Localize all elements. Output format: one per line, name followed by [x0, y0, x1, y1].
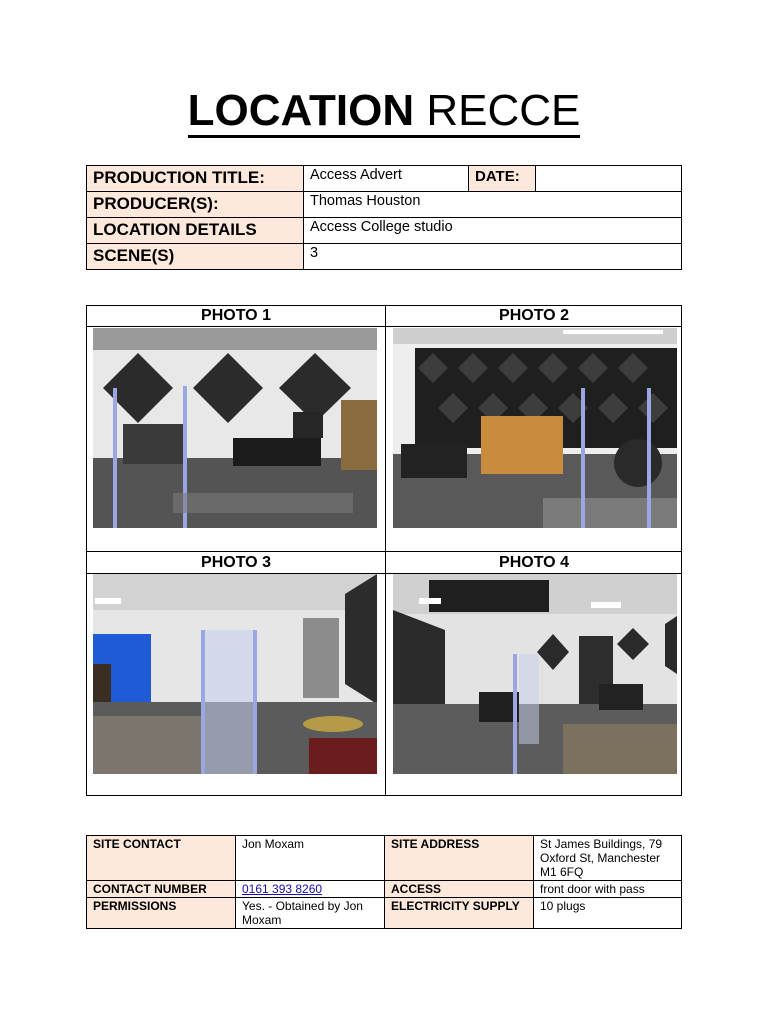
table-row — [87, 244, 682, 270]
production-info-table — [86, 165, 682, 270]
location-value: Access College studio — [304, 218, 682, 244]
photo-3-image — [93, 574, 377, 774]
title-light: RECCE — [426, 86, 581, 135]
table-row — [87, 192, 682, 218]
photo-2-image — [393, 328, 677, 528]
access-label: ACCESS — [385, 881, 534, 898]
site-contact-value: Jon Moxam — [236, 836, 385, 881]
photo-4-image — [393, 574, 677, 774]
electricity-value: 10 plugs — [534, 898, 682, 929]
production-title-value: Access Advert — [304, 166, 469, 192]
table-row — [87, 881, 682, 898]
permissions-label: PERMISSIONS — [87, 898, 236, 929]
photo-4-label: PHOTO 4 — [499, 554, 569, 571]
table-row — [87, 218, 682, 244]
access-value: front door with pass — [534, 881, 682, 898]
permissions-value: Yes. - Obtained by Jon Moxam — [236, 898, 385, 929]
title-bold: LOCATION — [187, 86, 415, 135]
location-label: LOCATION DETAILS — [87, 218, 304, 244]
photo-grid — [86, 305, 682, 796]
table-row — [87, 166, 682, 192]
site-contact-label: SITE CONTACT — [87, 836, 236, 881]
page-title — [0, 82, 768, 140]
site-contact-table — [86, 835, 682, 929]
table-row — [87, 836, 682, 881]
contact-number-link[interactable]: 0161 393 8260 — [242, 882, 323, 896]
producers-value: Thomas Houston — [304, 192, 682, 218]
site-address-value: St James Buildings, 79 Oxford St, Manchester M1 6FQ — [534, 836, 682, 881]
photo-1-image — [93, 328, 377, 528]
electricity-label: ELECTRICITY SUPPLY — [385, 898, 534, 929]
table-row — [87, 898, 682, 929]
scenes-label: SCENE(S) — [87, 244, 304, 270]
scenes-value: 3 — [304, 244, 682, 270]
photo-2-label: PHOTO 2 — [499, 307, 569, 324]
photo-1-label: PHOTO 1 — [201, 307, 271, 324]
contact-number-label: CONTACT NUMBER — [87, 881, 236, 898]
site-address-label: SITE ADDRESS — [385, 836, 534, 881]
producers-label: PRODUCER(S): — [87, 192, 304, 218]
date-value — [536, 166, 682, 192]
date-label: DATE: — [469, 166, 536, 192]
photo-3-label: PHOTO 3 — [201, 554, 271, 571]
production-title-label: PRODUCTION TITLE: — [87, 166, 304, 192]
